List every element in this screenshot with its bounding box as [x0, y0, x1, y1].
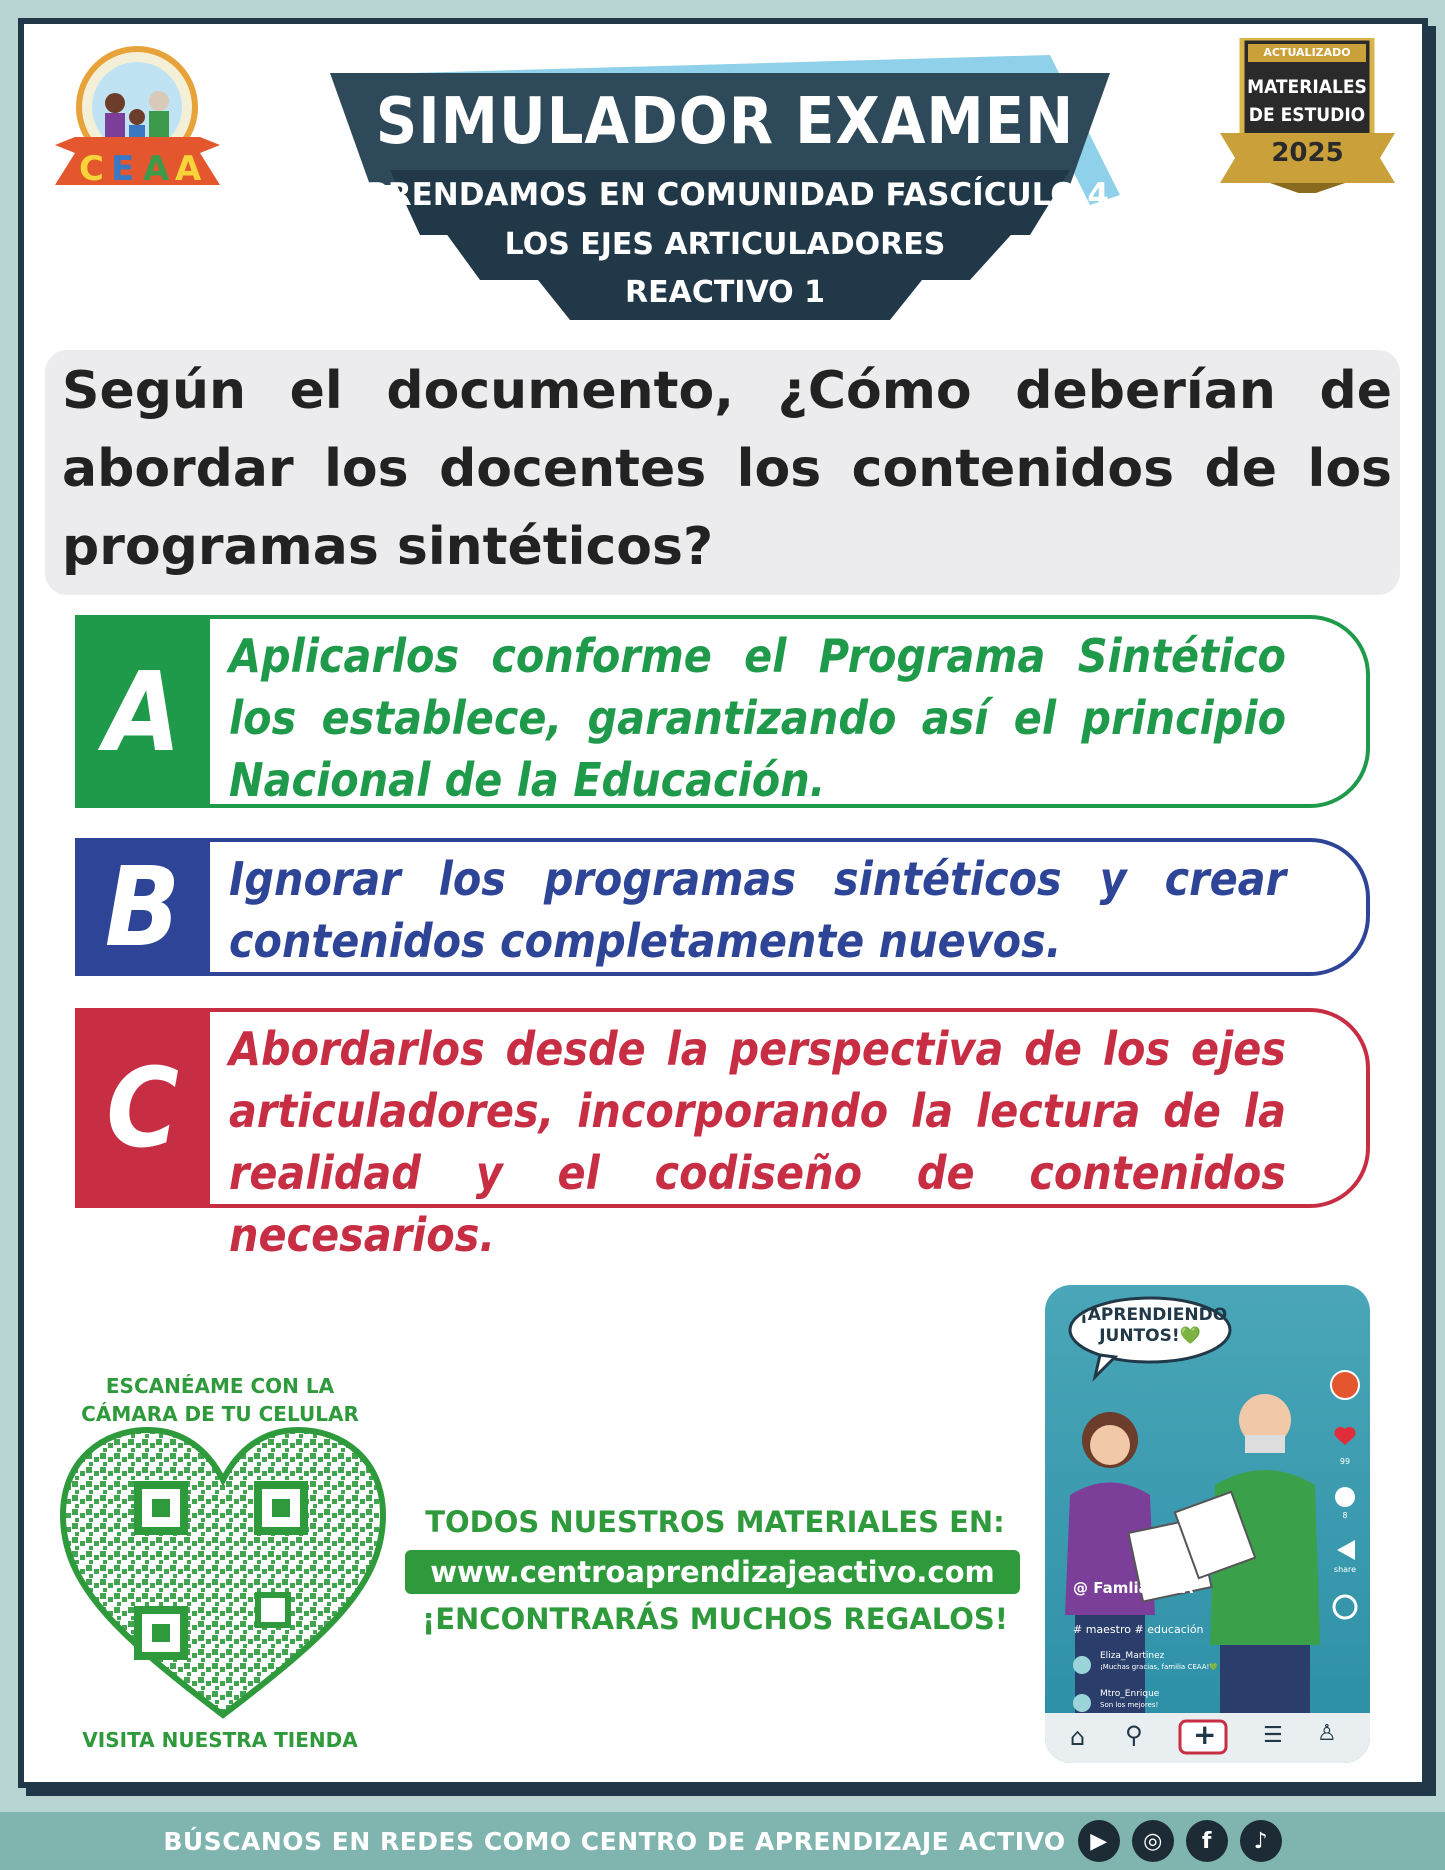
option-a-letter: A [75, 615, 210, 808]
badge-top-label: ACTUALIZADO [1263, 46, 1351, 59]
svg-text:A: A [143, 149, 170, 189]
add-icon[interactable]: + [1193, 1718, 1217, 1751]
svg-text:C: C [79, 149, 104, 189]
option-c-text: Abordarlos desde la perspectiva de los ejes articuladores, incorporando la lectura de la realidad y el codiseño de contenidos necesarios. [229, 1022, 1286, 1262]
question-text: Según el documento, ¿Cómo deberían de abordar los docentes los contenidos de los programas sintéticos? [62, 361, 1392, 577]
scan-label [70, 1372, 370, 1428]
footer-bar [0, 1812, 1445, 1870]
badge-year: 2025 [1271, 138, 1344, 168]
website-link[interactable]: www.centroaprendizajeactivo.com [405, 1550, 1020, 1594]
comment-2-text: Son los mejores! [1100, 1701, 1159, 1709]
subtitle-ejes: LOS EJES ARTICULADORES [504, 227, 946, 262]
option-c-letter: C [75, 1008, 210, 1208]
materials-2025-badge [1220, 38, 1395, 193]
footer-text: BÚSCANOS EN REDES COMO CENTRO DE APRENDIZAJE ACTIVO [163, 1826, 1066, 1856]
comment-1-text: ¡Muchas gracias, familia CEAA!💚 [1100, 1663, 1219, 1671]
share-label: share [1333, 1565, 1357, 1574]
svg-text:A: A [175, 149, 202, 189]
header-banner [330, 55, 1120, 325]
bubble-line-1: ¡APRENDIENDO [1080, 1305, 1228, 1325]
inbox-icon[interactable]: ☰ [1263, 1723, 1283, 1748]
option-a-text: Aplicarlos conforme el Programa Sintético los establece, garantizando así el principio Nacional de la Educación. [229, 629, 1286, 807]
gifts-text: ¡ENCONTRARÁS MUCHOS REGALOS! [421, 1602, 1009, 1636]
badge-line-2: DE ESTUDIO [1248, 104, 1366, 126]
home-icon[interactable]: ⌂ [1070, 1723, 1086, 1751]
facebook-icon[interactable]: f [1186, 1820, 1228, 1862]
comment-count: 8 [1342, 1511, 1348, 1520]
scan-line-1: ESCANÉAME CON LA [105, 1374, 335, 1398]
profile-handle: @ FamliaCEAA [1073, 1579, 1194, 1597]
option-b-letter: B [75, 838, 210, 976]
option-b[interactable] [75, 838, 1370, 976]
store-link[interactable]: VISITA NUESTRA TIENDA [82, 1728, 358, 1752]
page-title: SIMULADOR EXAMEN [375, 85, 1075, 159]
subtitle-fasciculo: APRENDAMOS EN COMUNIDAD FASCÍCULO 4 [340, 177, 1110, 213]
youtube-icon[interactable]: ▶ [1078, 1820, 1120, 1862]
badge-line-1: MATERIALES [1247, 76, 1367, 98]
search-icon[interactable]: ⚲ [1125, 1721, 1143, 1749]
ceaa-logo [55, 45, 220, 190]
materials-heading: TODOS NUESTROS MATERIALES EN: [425, 1505, 1005, 1539]
phone-mockup [1045, 1285, 1370, 1763]
bubble-line-2: JUNTOS!💚 [1099, 1326, 1201, 1346]
subtitle-reactivo: REACTIVO 1 [625, 275, 825, 310]
profile-icon[interactable]: ♙ [1317, 1721, 1337, 1746]
tiktok-icon[interactable]: ♪ [1240, 1820, 1282, 1862]
option-b-text: Ignorar los programas sintéticos y crear contenidos completamente nuevos. [229, 852, 1286, 968]
speech-bubble [1080, 1305, 1228, 1347]
option-a[interactable] [75, 615, 1370, 808]
hashtags: # maestro # educación [1073, 1623, 1204, 1636]
comment-2-user: Mtro_Enrique [1100, 1689, 1160, 1699]
option-c[interactable] [75, 1008, 1370, 1262]
scan-line-2: CÁMARA DE TU CELULAR [81, 1402, 359, 1426]
svg-text:E: E [111, 149, 135, 189]
instagram-icon[interactable]: ◎ [1132, 1820, 1174, 1862]
like-count: 99 [1339, 1457, 1351, 1466]
qr-code-heart[interactable] [58, 1425, 388, 1725]
comment-1-user: Eliza_Martinez [1100, 1651, 1165, 1661]
